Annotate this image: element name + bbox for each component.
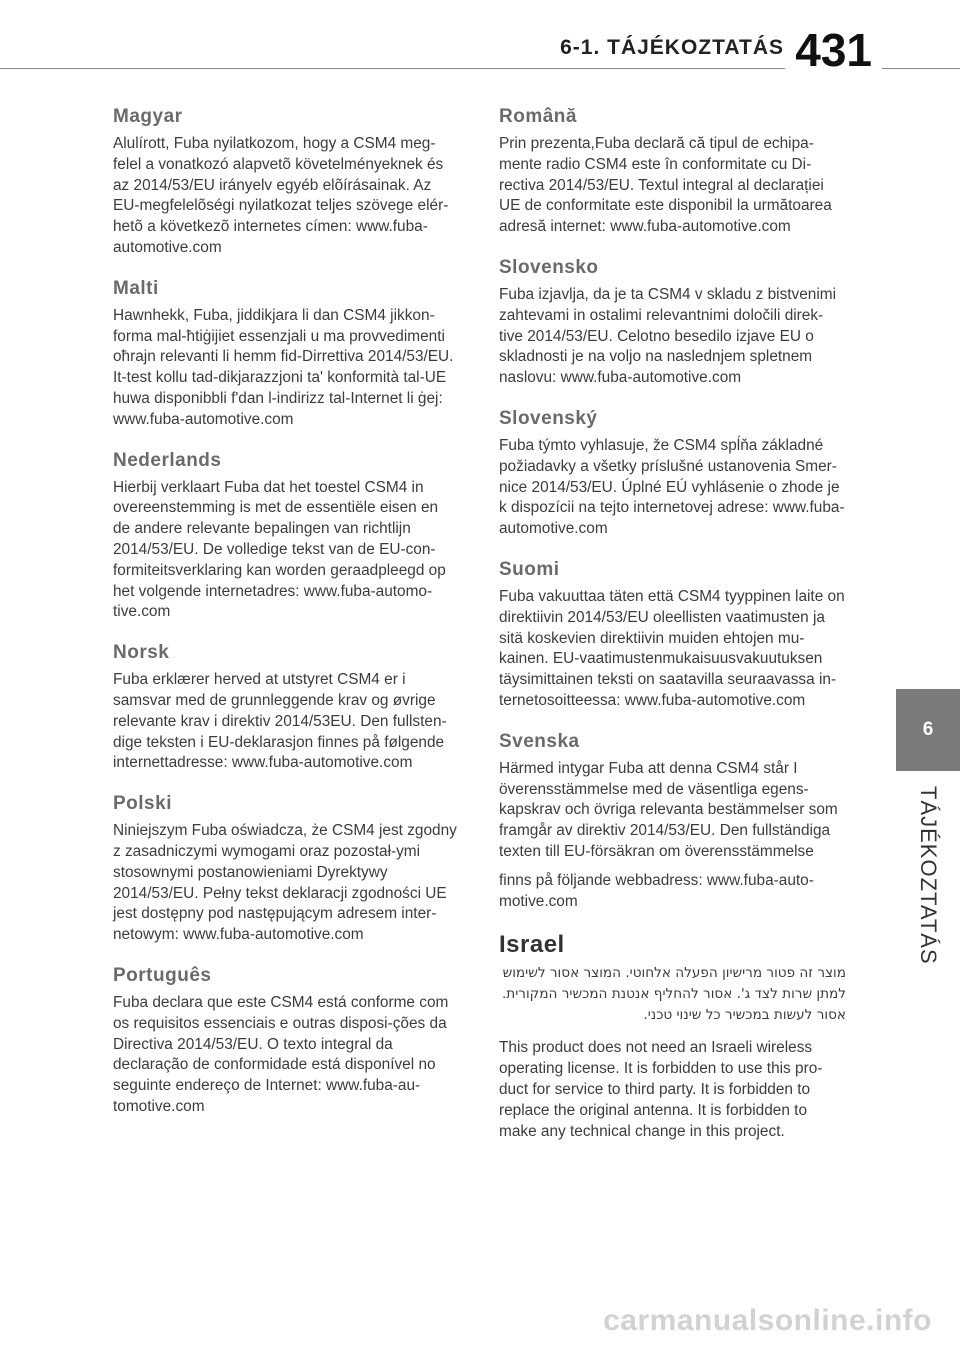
section-title: 6-1. TÁJÉKOZTATÁS <box>560 36 784 59</box>
lang-heading-svenska: Svenska <box>499 730 580 752</box>
lang-text-romana: Prin prezenta,Fuba declară că tipul de echipa-mente radio CSM4 este în conformitate cu Di-rectiva 2014/53/EU. Textul integral al declarației UE de conformitate este disponibil la următoarea adresă internet: www.fuba-automotive.com <box>499 135 832 236</box>
lang-text-suomi: Fuba vakuuttaa täten että CSM4 tyyppinen laite on direktiivin 2014/53/EU oleellisten vaatimusten ja sitä koskevien direktiivin muiden ehtojen mu-kainen. EU-vaatimustenmukaisuusvakuutuksen täysimittainen teksti on saatavilla seuraavassa in-ternetosoitteessa: www.fuba-automotive.com <box>499 587 845 709</box>
lang-text-polski: Niniejszym Fuba oświadcza, że CSM4 jest zgodny z zasadniczymi wymogami oraz pozostał-ymi stosownymi postanowieniami Dyrektywy 2014/53/EU. Pełny tekst deklaracji zgodności UE jest dostępny pod następującym adresem inter-netowym: www.fuba-automotive.com <box>113 822 457 944</box>
lang-text-nederlands: Hierbij verklaart Fuba dat het toestel CSM4 in overeenstemming is met de essentiële eisen en de andere relevante bepalingen van richtlijn 2014/53/EU. De volledige tekst van de EU-con-formiteitsverklaring kan worden geraadpleegd op het volgende internetadres: www.fuba-automo-tive.com <box>113 478 446 621</box>
lang-heading-israel: Israel <box>499 931 565 959</box>
lang-heading-romana: Română <box>499 106 577 127</box>
lang-heading-portugues: Português <box>113 964 212 986</box>
lang-heading-suomi: Suomi <box>499 558 560 580</box>
lang-text-slovensko: Fuba izjavlja, da je ta CSM4 v skladu z bistvenimi zahtevami in ostalimi relevantnimi določili direk-tive 2014/53/EU. Celotno besedilo izjave EU o skladnosti je na voljo na naslednjem spletnem naslovu: www.fuba-automotive.com <box>499 285 837 387</box>
lang-text-svenska-address: finns på följande webbadress: www.fuba-auto-motive.com <box>499 871 814 910</box>
lang-heading-polski: Polski <box>113 793 172 815</box>
lang-text-norsk: Fuba erklærer herved at utstyret CSM4 er i samsvar med de grunnleggende krav og øvrige relevante krav i direktiv 2014/53EU. Den fullsten-dige teksten i EU-deklarasjon finnes på følgende internettadresse: www.fuba-automotive.com <box>113 671 447 772</box>
lang-heading-malti: Malti <box>113 277 159 299</box>
lang-text-portugues: Fuba declara que este CSM4 está conforme com os requisitos essenciais e outras disposi-ções da Directiva 2014/53/EU. O texto integral da declaração de conformidade está disponível no seguinte endereço de Internet: www.fuba-au-tomotive.com <box>113 993 449 1115</box>
lang-heading-nederlands: Nederlands <box>113 449 222 471</box>
watermark: carmanualsonline.info <box>603 1304 932 1337</box>
lang-text-svenska: Härmed intygar Fuba att denna CSM4 står I överensstämmelse med de väsentliga egens-kapskrav och övriga relevanta bestämmelser som framgår av direktiv 2014/53/EU. Den fullständiga texten till EU-försäkran om överensstämmelse <box>499 759 838 860</box>
page-number: 431 <box>785 22 882 78</box>
page-header <box>0 24 960 86</box>
lang-heading-norsk: Norsk <box>113 642 170 664</box>
lang-heading-slovensky: Slovenský <box>499 407 598 429</box>
lang-heading-magyar: Magyar <box>113 106 183 127</box>
lang-text-israel-english: This product does not need an Israeli wireless operating license. It is forbidden to use this pro-duct for service to third party. It is forbidden to replace the original antenna. It is forbidden to make any technical change in this project. <box>499 1039 823 1140</box>
lang-text-magyar: Alulírott, Fuba nyilatkozom, hogy a CSM4 meg-felel a vonatkozó alapvetõ követelményeknek és az 2014/53/EU irányelv egyéb elõírásainak. Az EU-megfelelõségi nyilatkozat teljes szövege elér-hetõ a következõ internetes címen: www.fuba-automotive.com <box>113 135 449 256</box>
right-column <box>499 106 846 1161</box>
left-column <box>113 106 458 1137</box>
lang-text-malti: Hawnhekk, Fuba, jiddikjara li dan CSM4 jikkon-forma mal-ħtiġijiet essenzjali u ma provvedimenti oħrajn relevanti li hemm fid-Dirrettiva 2014/53/EU. It-test kollu tad-dikjarazzjoni ta' konformità tal-UE huwa disponibbli f'dan l-indirizz tal-Internet li ġej: www.fuba-automotive.com <box>113 306 454 428</box>
lang-text-hebrew: מוצר זה פטור מרישיון הפעלה אלחוטי. המוצר אסור לשימוש למתן שרות לצד ג'. אסור להחליף אנטנת המכשיר המקורית. אסור לעשות במכשיר כל שינוי טכני. <box>501 965 846 1024</box>
chapter-side-label: TÁJÉKOZTATÁS <box>916 786 941 965</box>
lang-heading-slovensko: Slovensko <box>499 256 599 278</box>
lang-text-slovensky: Fuba týmto vyhlasuje, že CSM4 spĺňa základné požiadavky a všetky príslušné ustanovenia Smer-nice 2014/53/EU. Úplné EÚ vyhlásenie o zhode je k dispozícii na tejto internetovej adrese: www.fuba-automotive.com <box>499 436 845 538</box>
chapter-tab: 6 <box>896 689 960 771</box>
